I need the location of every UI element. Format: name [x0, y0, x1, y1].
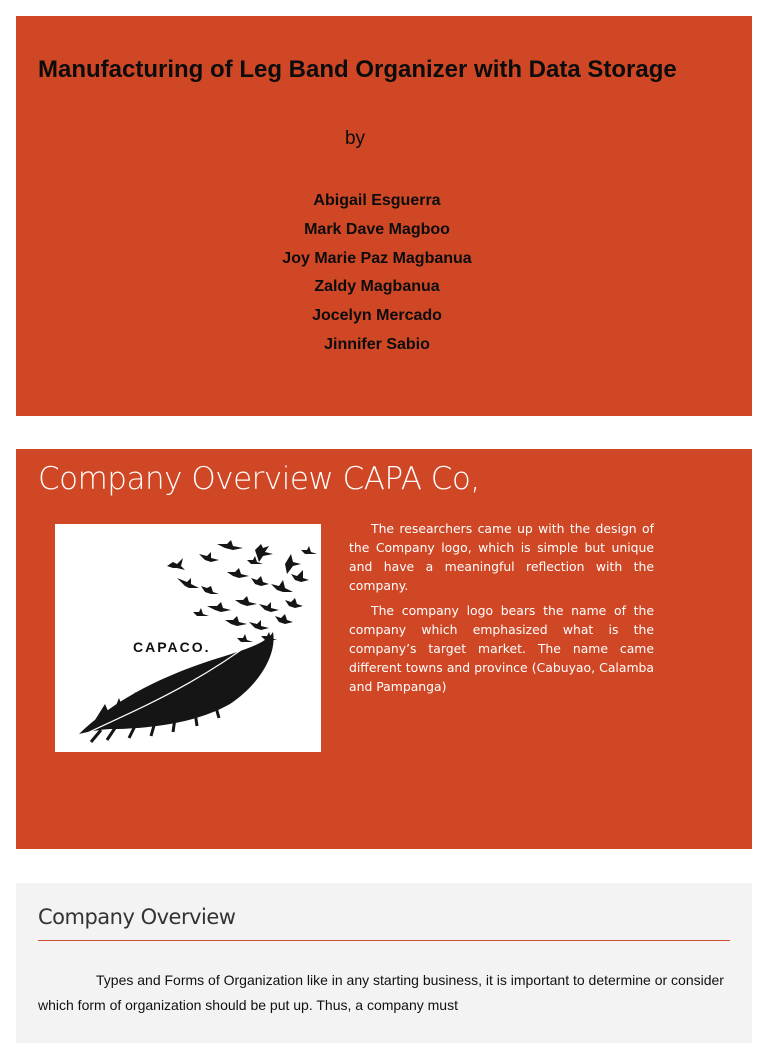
- title-divider: [38, 940, 730, 941]
- paragraph: The company logo bears the name of the company which emphasized what is the company’s target market. The name came different towns and province (Cabuyao, Calamba and Pampanga): [349, 603, 654, 694]
- author-name: Joy Marie Paz Magbanua: [282, 249, 472, 267]
- author-name: Zaldy Magbanua: [314, 278, 440, 296]
- paragraph: Types and Forms of Organization like in any starting business, it is important to determine or consider which form of organization should be put up. Thus, a company must: [38, 972, 724, 1013]
- author-name: Jinnifer Sabio: [324, 335, 430, 353]
- author-list: [16, 190, 738, 363]
- presentation-title: Manufacturing of Leg Band Organizer with Data Storage: [38, 56, 677, 83]
- author-name: Jocelyn Mercado: [312, 307, 442, 325]
- section-title: Company Overview: [38, 905, 236, 929]
- overview-text: [349, 519, 654, 702]
- author-name: Mark Dave Magboo: [304, 220, 450, 238]
- author-name: Abigail Esguerra: [313, 192, 441, 209]
- by-label: by: [344, 128, 366, 149]
- title-slide: [16, 16, 752, 416]
- feather-birds-logo-graphic: [55, 524, 321, 752]
- body-text: [38, 968, 730, 1018]
- company-logo: [55, 524, 321, 752]
- logo-wordmark: CAPACO.: [133, 639, 211, 655]
- slide-title: Company Overview CAPA Co,: [38, 461, 480, 497]
- company-overview-slide: [16, 449, 752, 849]
- paragraph: The researchers came up with the design of the Company logo, which is simple but unique and have a meaningful reflection with the company.: [349, 521, 654, 593]
- company-overview-text-slide: [16, 883, 752, 1043]
